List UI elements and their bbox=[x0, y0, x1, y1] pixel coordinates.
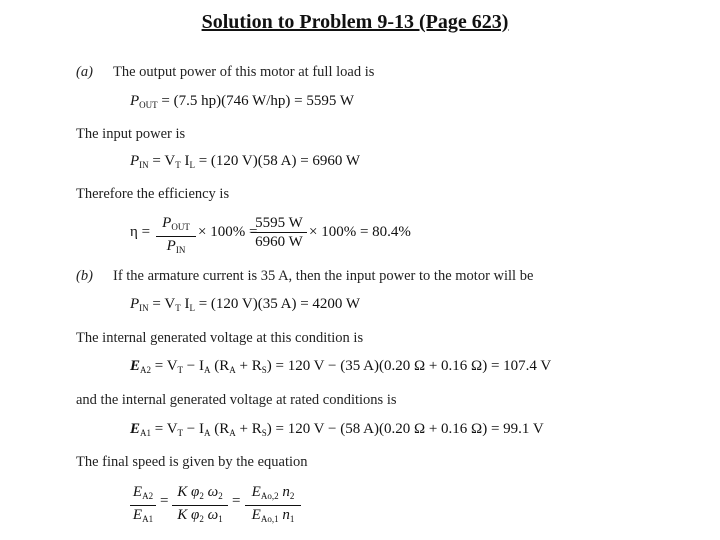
part-a-intro: The output power of this motor at full load is bbox=[113, 64, 375, 80]
equation-ea1: $E_{A1} = V_T - I_A$ $(R_A + R_S) = 120$ V − (58 A)(0.20 Ω + 0.16 Ω) = 99.1 V bbox=[130, 421, 544, 438]
speed-fraction-ea-n: $E_{Ao,2}$ $n_2$ $E_{Ao,1}$ $n_1$ bbox=[245, 483, 301, 528]
equation-pout: $P_{OUT} = (7.5$ hp)(746 W/hp) = 5595 W bbox=[130, 93, 355, 110]
eta-symbol: η = bbox=[130, 224, 151, 240]
efficiency-fraction-numeric: $\frac{5595 W}{6960 W}$ bbox=[251, 214, 307, 251]
speed-equals-1: = bbox=[160, 493, 169, 509]
times-100-1: × 100% = bbox=[198, 224, 258, 240]
equation-pin-a: $P_{IN} = V_T$ $I_L = (120$ V)(58 A) = 6960 W bbox=[130, 153, 361, 170]
equation-ea2: $E_{A2} = V_T - I_A$ $(R_A + R_S) = 120$ V − (35 A)(0.20 Ω + 0.16 Ω) = 107.4 V bbox=[130, 358, 552, 375]
speed-fraction-k-phi: $\frac{K \varphi_2 \omega_2}{K \varphi_2 \omega_1}$ bbox=[172, 483, 228, 528]
input-power-text: The input power is bbox=[76, 126, 186, 142]
part-a-tag: (a) bbox=[76, 64, 93, 80]
equation-pin-b: $P_{IN} = V_T$ $I_L = (120$ V)(35 A) = 4200 W bbox=[130, 296, 361, 313]
efficiency-fraction-symbolic: $P_{OUT}$ $P_{IN}$ bbox=[156, 214, 196, 259]
times-100-2: × 100% = 80.4% bbox=[309, 224, 411, 240]
part-b-intro: If the armature current is 35 A, then the input power to the motor will be bbox=[113, 268, 534, 284]
part-b-tag: (b) bbox=[76, 268, 93, 284]
speed-fraction-ea: $\frac{E_{A2}}{E_{A1}}$ bbox=[130, 483, 156, 528]
rated-voltage-text: and the internal generated voltage at rated conditions is bbox=[76, 392, 397, 408]
efficiency-text: Therefore the efficiency is bbox=[76, 186, 230, 202]
speed-equals-2: = bbox=[232, 493, 241, 509]
final-speed-text: The final speed is given by the equation bbox=[76, 454, 308, 470]
page-title: Solution to Problem 9-13 (Page 623) bbox=[201, 11, 509, 33]
internal-voltage-text: The internal generated voltage at this condition is bbox=[76, 330, 364, 346]
